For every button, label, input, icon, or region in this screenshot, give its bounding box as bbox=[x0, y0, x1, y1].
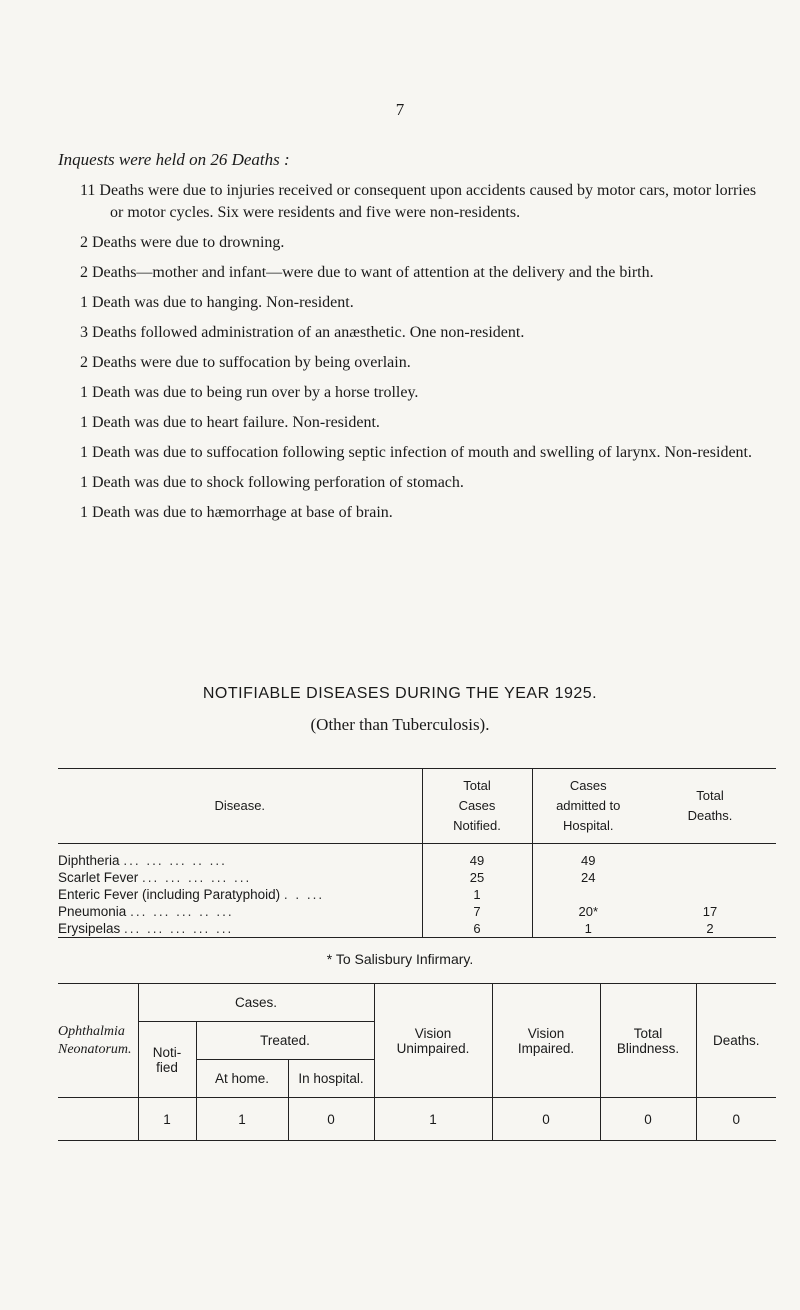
in-hospital-value: 0 bbox=[288, 1098, 374, 1141]
inquests-intro: Inquests were held on 26 Deaths : bbox=[58, 150, 290, 169]
deaths-value: 17 bbox=[702, 904, 718, 919]
leader-dots: ... ... ... .. ... bbox=[130, 904, 234, 919]
deaths-value bbox=[644, 844, 776, 870]
deaths-value: 2 bbox=[644, 920, 776, 938]
list-item: 3 Deaths followed administration of an anæsthetic. One non-resident. bbox=[80, 324, 525, 341]
col-vision-unimpaired: Vision Unimpaired. bbox=[374, 984, 492, 1098]
notified-value: 1 bbox=[422, 886, 532, 903]
col-cases: Cases. bbox=[138, 984, 374, 1022]
col-deaths: Deaths. bbox=[696, 984, 776, 1098]
col-at-home: At home. bbox=[196, 1060, 288, 1098]
admitted-value: 20* bbox=[532, 903, 644, 920]
disease-name: Pneumonia bbox=[58, 904, 127, 919]
admitted-value bbox=[532, 886, 644, 903]
list-item: 1 Death was due to suffocation following septic infection of mouth and swelling of larynx. Non-resident. bbox=[80, 444, 752, 461]
leader-dots: ... ... ... ... ... bbox=[124, 921, 234, 936]
ophthalmia-label: Ophthalmia Neonatorum. bbox=[58, 984, 138, 1098]
notified-value: 7 bbox=[422, 903, 532, 920]
list-item: 2 Deaths—mother and infant—were due to want of attention at the delivery and the birth. bbox=[80, 264, 654, 281]
notifiable-subheading: (Other than Tuberculosis). bbox=[310, 715, 490, 734]
disease-name: Erysipelas bbox=[58, 921, 121, 936]
admitted-value: 24 bbox=[532, 869, 644, 886]
admitted-value: 49 bbox=[532, 844, 644, 870]
col-total-cases-notified: Total Cases Notified. bbox=[422, 769, 532, 844]
total-blindness-value: 0 bbox=[600, 1098, 696, 1141]
col-vision-impaired: Vision Impaired. bbox=[492, 984, 600, 1098]
col-total-deaths: Total Deaths. bbox=[644, 769, 776, 844]
col-disease: Disease. bbox=[58, 769, 422, 844]
table-row bbox=[58, 869, 776, 886]
list-item: 1 Death was due to hæmorrhage at base of brain. bbox=[80, 504, 393, 521]
at-home-value: 1 bbox=[196, 1098, 288, 1141]
col-treated: Treated. bbox=[196, 1022, 374, 1060]
disease-name: Diphtheria bbox=[58, 853, 120, 868]
list-item: 1 Death was due to heart failure. Non-resident. bbox=[80, 414, 380, 431]
table-row bbox=[58, 1098, 776, 1141]
table-row bbox=[58, 844, 776, 870]
col-total-blindness: Total Blindness. bbox=[600, 984, 696, 1098]
notifiable-diseases-table bbox=[58, 768, 776, 938]
table-row bbox=[58, 920, 776, 938]
disease-name: Enteric Fever (including Paratyphoid) bbox=[58, 887, 281, 902]
deaths-value: 0 bbox=[696, 1098, 776, 1141]
table-row bbox=[58, 903, 776, 920]
deaths-value bbox=[644, 886, 776, 903]
inquests-list bbox=[80, 180, 770, 532]
notified-value: 6 bbox=[422, 920, 532, 938]
list-item: 11 Deaths were due to injuries received or consequent upon accidents caused by motor cars, motor lorries or motor cycles. Six were residents and five were non-residents. bbox=[80, 182, 757, 221]
vision-impaired-value: 0 bbox=[492, 1098, 600, 1141]
page-number: 7 bbox=[395, 100, 405, 119]
notified-value: 49 bbox=[422, 844, 532, 870]
deaths-value bbox=[644, 869, 776, 886]
ophthalmia-table bbox=[58, 983, 776, 1141]
table-row bbox=[58, 886, 776, 903]
notifiable-heading: NOTIFIABLE DISEASES DURING THE YEAR 1925. bbox=[202, 685, 598, 702]
list-item: 2 Deaths were due to drowning. bbox=[80, 234, 285, 251]
notified-value: 25 bbox=[422, 869, 532, 886]
list-item: 1 Death was due to hanging. Non-resident. bbox=[80, 294, 354, 311]
leader-dots: . . ... bbox=[283, 887, 325, 902]
notified-value: 1 bbox=[138, 1098, 196, 1141]
vision-unimpaired-value: 1 bbox=[374, 1098, 492, 1141]
admitted-value: 1 bbox=[532, 920, 644, 938]
col-notified: Noti- fied bbox=[138, 1022, 196, 1098]
disease-name: Scarlet Fever bbox=[58, 870, 139, 885]
list-item: 2 Deaths were due to suffocation by being overlain. bbox=[80, 354, 411, 371]
list-item: 1 Death was due to shock following perforation of stomach. bbox=[80, 474, 464, 491]
leader-dots: ... ... ... .. ... bbox=[123, 853, 227, 868]
col-cases-admitted: Cases admitted to Hospital. bbox=[532, 769, 644, 844]
leader-dots: ... ... ... ... ... bbox=[142, 870, 252, 885]
footnote: * To Salisbury Infirmary. bbox=[326, 951, 474, 967]
col-in-hospital: In hospital. bbox=[288, 1060, 374, 1098]
list-item: 1 Death was due to being run over by a horse trolley. bbox=[80, 384, 419, 401]
